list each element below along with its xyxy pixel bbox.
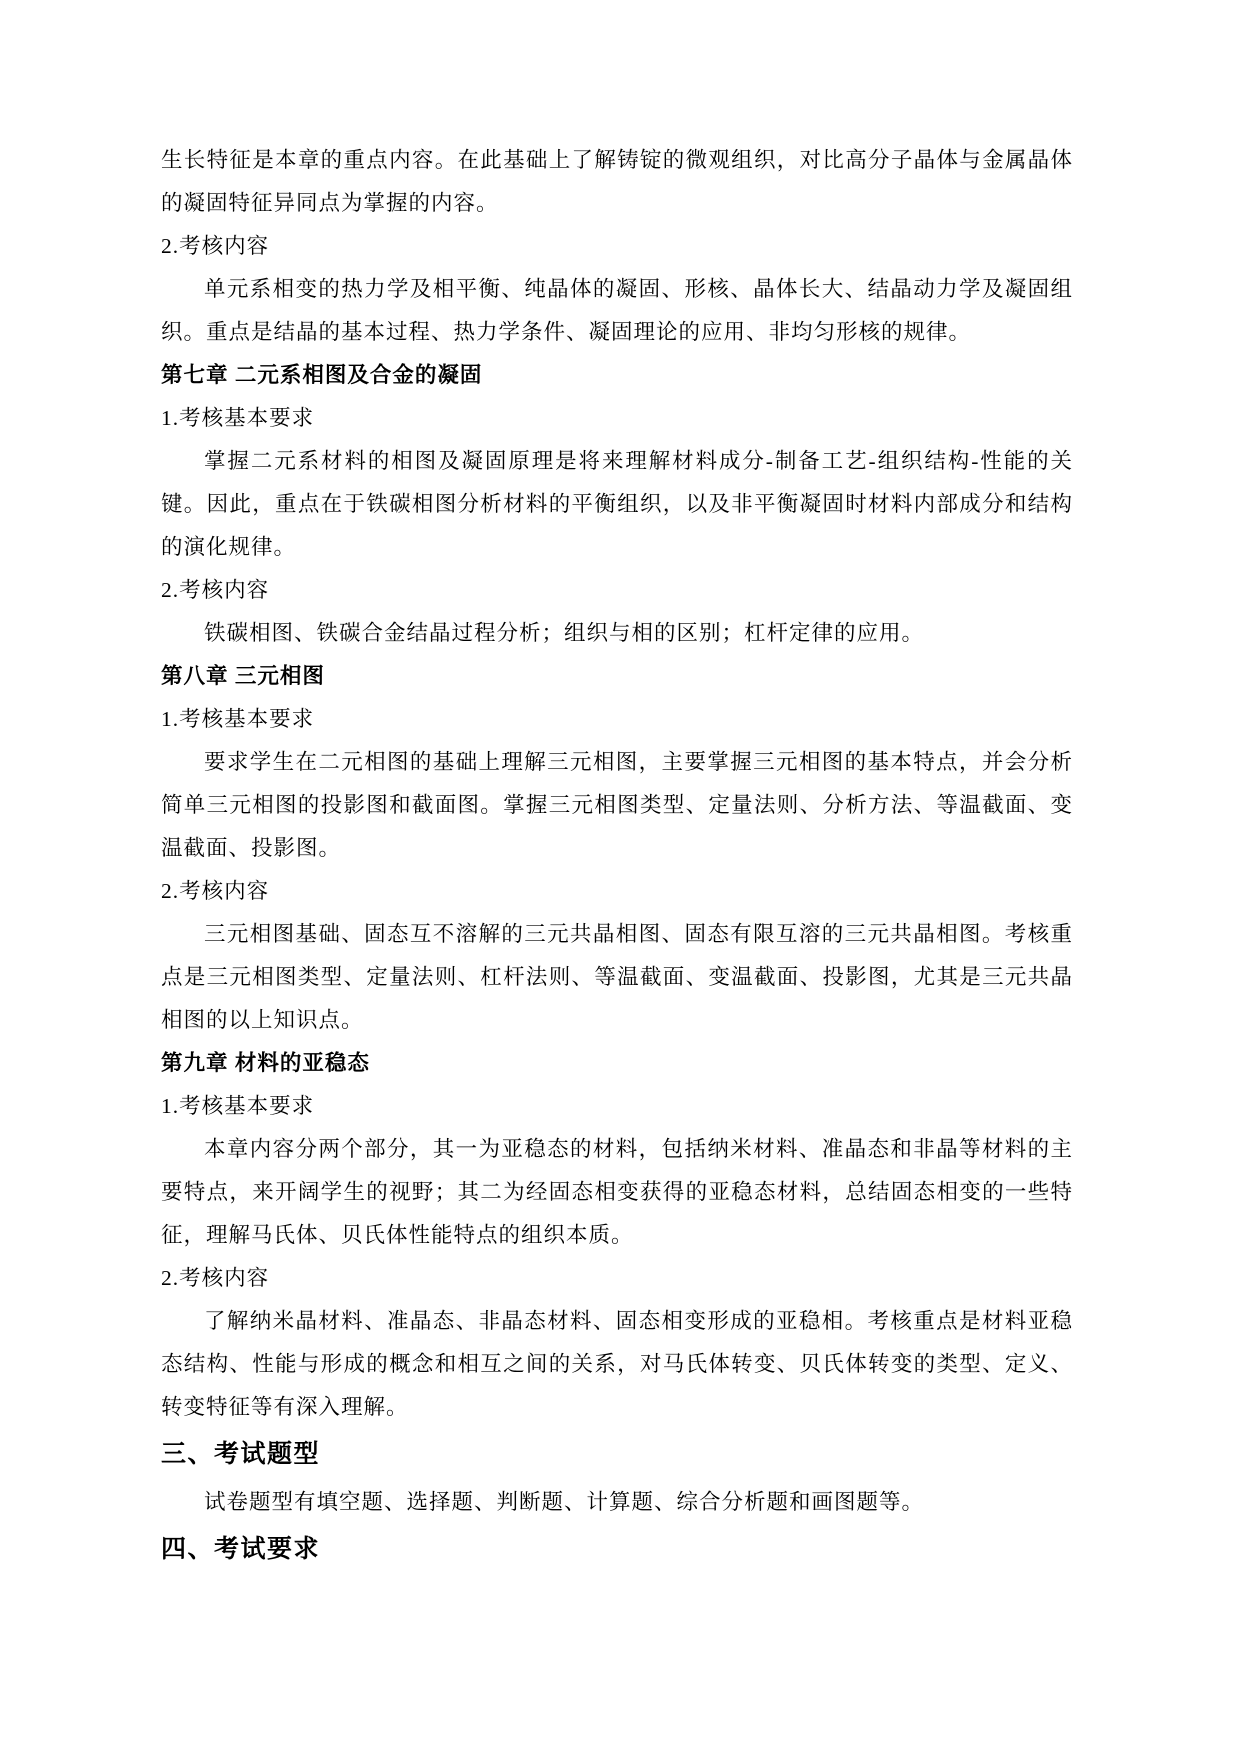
paragraph: 要求学生在二元相图的基础上理解三元相图，主要掌握三元相图的基本特点，并会分析简单三元相图的投影图和截面图。掌握三元相图类型、定量法则、分析方法、等温截面、变温截面、投影图。 [161,750,1073,860]
paragraph: 铁碳相图、铁碳合金结晶过程分析；组织与相的区别；杠杆定律的应用。 [204,621,925,645]
label: 1.考核基本要求 [161,707,315,731]
label: 1.考核基本要求 [161,1094,315,1118]
paragraph: 本章内容分两个部分，其一为亚稳态的材料，包括纳米材料、准晶态和非晶等材料的主要特点，来开阔学生的视野；其二为经固态相变获得的亚稳态材料，总结固态相变的一些特征，理解马氏体、贝氏体性能特点的组织本质。 [161,1137,1073,1247]
label: 2.考核内容 [161,578,270,602]
label: 2.考核内容 [161,1266,270,1290]
document-content [161,139,1073,1576]
paragraph: 单元系相变的热力学及相平衡、纯晶体的凝固、形核、晶体长大、结晶动力学及凝固组织。重点是结晶的基本过程、热力学条件、凝固理论的应用、非均匀形核的规律。 [161,277,1073,344]
paragraph: 了解纳米晶材料、准晶态、非晶态材料、固态相变形成的亚稳相。考核重点是材料亚稳态结构、性能与形成的概念和相互之间的关系，对马氏体转变、贝氏体转变的类型、定义、转变特征等有深入理解。 [161,1309,1073,1419]
section-heading: 三、考试题型 [161,1441,321,1468]
section-heading: 四、考试要求 [161,1536,321,1563]
label: 2.考核内容 [161,879,270,903]
label: 2.考核内容 [161,234,270,258]
chapter-heading: 第八章 三元相图 [161,664,325,688]
paragraph: 试卷题型有填空题、选择题、判断题、计算题、综合分析题和画图题等。 [204,1490,925,1514]
paragraph-continuation: 生长特征是本章的重点内容。在此基础上了解铸锭的微观组织，对比高分子晶体与金属晶体的凝固特征异同点为掌握的内容。 [161,148,1073,215]
chapter-heading: 第七章 二元系相图及合金的凝固 [161,363,483,387]
chapter-heading: 第九章 材料的亚稳态 [161,1051,370,1075]
paragraph: 掌握二元系材料的相图及凝固原理是将来理解材料成分-制备工艺-组织结构-性能的关键。因此，重点在于铁碳相图分析材料的平衡组织，以及非平衡凝固时材料内部成分和结构的演化规律。 [161,449,1073,559]
label: 1.考核基本要求 [161,406,315,430]
paragraph: 三元相图基础、固态互不溶解的三元共晶相图、固态有限互溶的三元共晶相图。考核重点是三元相图类型、定量法则、杠杆法则、等温截面、变温截面、投影图，尤其是三元共晶相图的以上知识点。 [161,922,1073,1032]
